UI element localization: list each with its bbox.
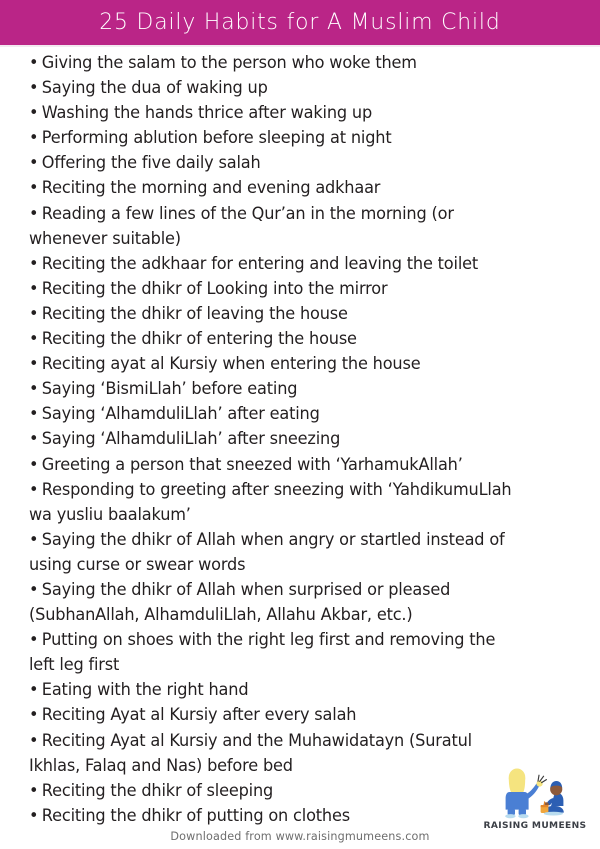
habit-text: Reciting the dhikr of sleeping	[41, 780, 274, 800]
habit-line-continuation	[29, 502, 567, 527]
habit-list-item	[29, 251, 567, 276]
habit-line-continuation	[29, 226, 567, 251]
habit-list-item	[29, 326, 567, 351]
header-divider	[0, 45, 600, 47]
bullet-icon: •	[29, 730, 39, 750]
bullet-icon: •	[29, 103, 39, 123]
habit-text: Reading a few lines of the Qur’an in the morning (or	[41, 203, 454, 223]
habit-text: Saying the dhikr of Allah when angry or startled instead of	[41, 529, 505, 549]
habit-list-item	[29, 351, 567, 376]
habit-text: Greeting a person that sneezed with ‘YarhamukAllah’	[41, 454, 463, 474]
brand-name: RAISING MUMEENS	[483, 821, 587, 831]
habit-text: Performing ablution before sleeping at night	[41, 128, 392, 148]
bullet-icon: •	[29, 354, 39, 374]
bullet-icon: •	[29, 630, 39, 650]
habit-text: Saying the dhikr of Allah when surprised or pleased	[41, 579, 451, 599]
habits-list	[29, 50, 575, 828]
habit-text: Reciting the adkhaar for entering and leaving the toilet	[41, 253, 479, 273]
habit-list-item	[29, 75, 567, 100]
bullet-icon: •	[29, 78, 39, 98]
habit-list-item	[29, 175, 567, 200]
habit-list-item	[29, 577, 567, 602]
habit-list-item	[29, 477, 567, 502]
habit-text: Reciting Ayat al Kursiy after every salah	[41, 705, 357, 725]
habit-text: (SubhanAllah, AlhamduliLlah, Allahu Akbar, etc.)	[29, 605, 413, 625]
page-header-banner	[0, 0, 600, 45]
habit-list-item	[29, 100, 567, 125]
habit-text: Saying ‘BismiLlah’ before eating	[41, 379, 298, 399]
habit-text: Eating with the right hand	[41, 680, 249, 700]
habit-list-item	[29, 401, 567, 426]
habit-list-item	[29, 627, 567, 652]
habit-text: whenever suitable)	[29, 228, 181, 248]
habit-list-item	[29, 376, 567, 401]
habit-list-item	[29, 201, 567, 226]
habit-text: Reciting the dhikr of leaving the house	[41, 303, 348, 323]
bullet-icon: •	[29, 153, 39, 173]
habit-text: Responding to greeting after sneezing with ‘YahdikumuLlah	[41, 479, 512, 499]
bullet-icon: •	[29, 53, 39, 72]
habit-text: Saying the dua of waking up	[41, 78, 268, 98]
bullet-icon: •	[29, 579, 39, 599]
habit-text: Ikhlas, Falaq and Nas) before bed	[29, 755, 293, 775]
habit-list-item	[29, 125, 567, 150]
habit-list-item	[29, 301, 567, 326]
bullet-icon: •	[29, 128, 39, 148]
bullet-icon: •	[29, 805, 39, 825]
habit-text: Reciting the dhikr of entering the house	[41, 329, 357, 349]
habit-text: Reciting Ayat al Kursiy and the Muhawidatayn (Suratul	[41, 730, 472, 750]
bullet-icon: •	[29, 705, 39, 725]
bullet-icon: •	[29, 379, 39, 399]
bullet-icon: •	[29, 329, 39, 349]
bullet-icon: •	[29, 780, 39, 800]
habit-text: using curse or swear words	[29, 554, 246, 574]
bullet-icon: •	[29, 278, 39, 298]
footer-source-note: Downloaded from www.raisingmumeens.com	[170, 830, 430, 843]
habit-text: Offering the five daily salah	[41, 153, 261, 173]
habit-line-continuation	[29, 602, 567, 627]
habit-text: Giving the salam to the person who woke them	[41, 53, 417, 72]
bullet-icon: •	[29, 479, 39, 499]
habit-text: Reciting ayat al Kursiy when entering the house	[41, 354, 421, 374]
habit-list-item	[29, 452, 567, 477]
bullet-icon: •	[29, 178, 39, 198]
mother-and-child-illustration-icon	[494, 768, 576, 820]
bullet-icon: •	[29, 429, 39, 449]
habit-text: left leg first	[29, 655, 120, 675]
habit-text: Saying ‘AlhamduliLlah’ after eating	[41, 404, 320, 424]
bullet-icon: •	[29, 454, 39, 474]
habit-list-item	[29, 677, 567, 702]
habit-line-continuation	[29, 652, 567, 677]
habit-text: Putting on shoes with the right leg first and removing the	[41, 630, 496, 650]
page-title: 25 Daily Habits for A Muslim Child	[99, 9, 501, 36]
bullet-icon: •	[29, 253, 39, 273]
habit-line-continuation	[29, 552, 567, 577]
bullet-icon: •	[29, 680, 39, 700]
habit-text: Saying ‘AlhamduliLlah’ after sneezing	[41, 429, 341, 449]
bullet-icon: •	[29, 404, 39, 424]
habit-list-item	[29, 702, 567, 727]
bullet-icon: •	[29, 203, 39, 223]
habit-list-item	[29, 527, 567, 552]
habit-list-item	[29, 728, 567, 753]
habit-text: Washing the hands thrice after waking up	[41, 103, 373, 123]
bullet-icon: •	[29, 303, 39, 323]
habit-list-item	[29, 426, 567, 451]
bullet-icon: •	[29, 529, 39, 549]
habit-text: wa yusliu baalakum’	[29, 504, 191, 524]
habit-list-item	[29, 50, 567, 75]
habit-text: Reciting the dhikr of Looking into the mirror	[41, 278, 388, 298]
habit-list-item	[29, 150, 567, 175]
habit-list-item	[29, 276, 567, 301]
habit-text: Reciting the morning and evening adkhaar	[41, 178, 381, 198]
habit-text: Reciting the dhikr of putting on clothes	[41, 805, 350, 825]
